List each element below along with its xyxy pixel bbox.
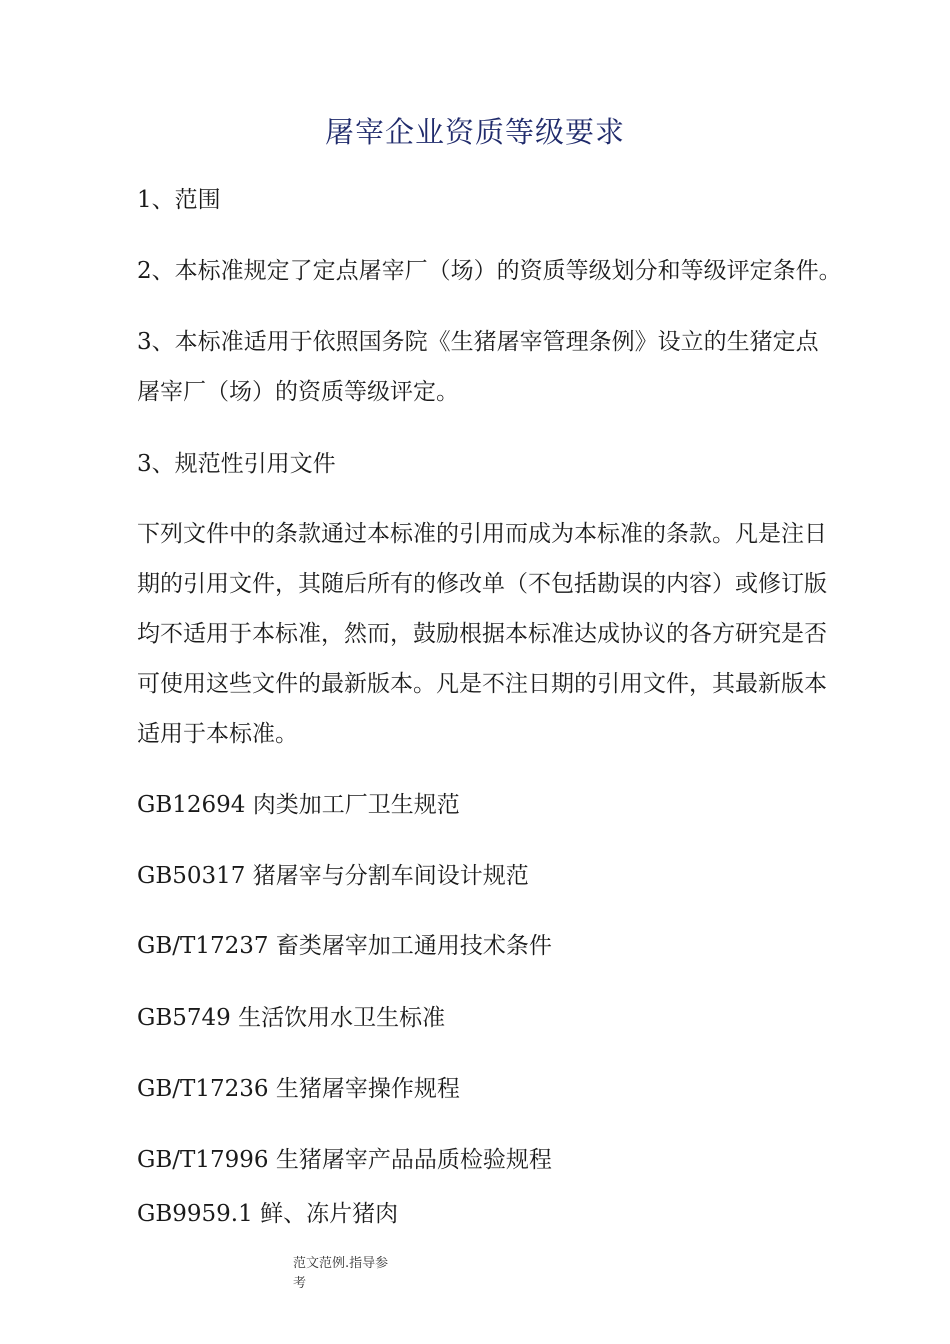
text-line: 2、本标准规定了定点屠宰厂（场）的资质等级划分和等级评定条件。 [137, 258, 842, 284]
reference-item-gb50317 [137, 851, 817, 901]
section-scope-item-2 [137, 246, 842, 296]
text-line: GB50317 猪屠宰与分割车间设计规范 [137, 863, 529, 889]
text-line: 屠宰厂（场）的资质等级评定。 [137, 379, 459, 405]
section-scope-heading [137, 175, 817, 225]
text-line: GB12694 肉类加工厂卫生规范 [137, 792, 460, 818]
document-title: 屠宰企业资质等级要求 [324, 115, 625, 149]
text-line: 期的引用文件，其随后所有的修改单（不包括勘误的内容）或修订版 [137, 571, 827, 597]
text-line: 均不适用于本标准，然而，鼓励根据本标准达成协议的各方研究是否 [137, 621, 827, 647]
reference-item-gb5749 [137, 993, 817, 1043]
reference-item-gbt17996 [137, 1135, 817, 1185]
text-line: GB5749 生活饮用水卫生标准 [137, 1005, 446, 1031]
footer-line: 范文范例.指导参 [293, 1256, 389, 1271]
text-line: 可使用这些文件的最新版本。凡是不注日期的引用文件，其最新版本 [137, 671, 827, 697]
reference-item-gb9959 [137, 1189, 817, 1239]
references-paragraph [137, 509, 827, 759]
reference-item-gbt17237 [137, 921, 817, 971]
text-line: 3、本标准适用于依照国务院《生猪屠宰管理条例》设立的生猪定点 [137, 329, 819, 355]
reference-item-gb12694 [137, 780, 817, 830]
section-scope-item-3 [137, 317, 817, 417]
section-references-heading [137, 439, 817, 489]
footer-line: 考 [293, 1276, 307, 1291]
page-footer [293, 1254, 388, 1294]
text-line: 适用于本标准。 [137, 721, 298, 747]
text-line: 1、范围 [137, 187, 221, 213]
text-line: GB/T17236 生猪屠宰操作规程 [137, 1076, 460, 1102]
text-line: GB9959.1 鲜、冻片猪肉 [137, 1201, 399, 1227]
text-line: GB/T17237 畜类屠宰加工通用技术条件 [137, 933, 552, 959]
text-line: GB/T17996 生猪屠宰产品品质检验规程 [137, 1147, 552, 1173]
text-line: 下列文件中的条款通过本标准的引用而成为本标准的条款。凡是注日 [137, 521, 827, 547]
text-line: 3、规范性引用文件 [137, 451, 336, 477]
reference-item-gbt17236 [137, 1064, 817, 1114]
